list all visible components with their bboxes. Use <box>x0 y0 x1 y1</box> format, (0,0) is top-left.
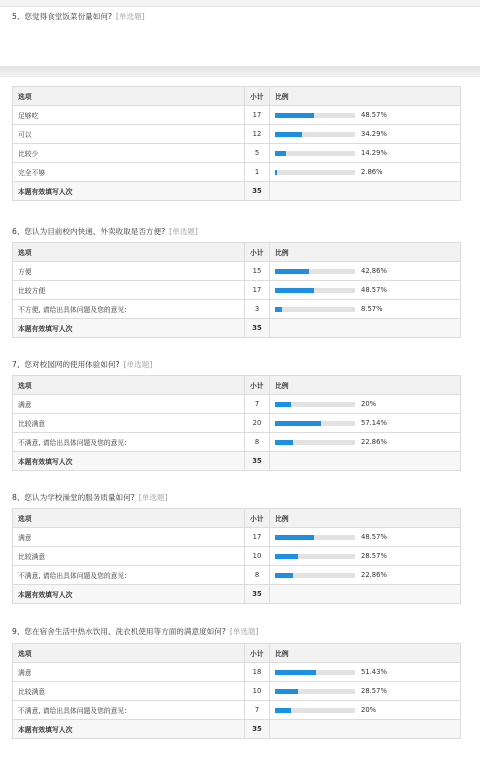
table-row <box>13 528 461 547</box>
option-count: 7 <box>245 395 270 414</box>
progress-bar-fill <box>275 573 293 578</box>
section-separator <box>0 66 480 76</box>
percentage-label: 28.57% <box>361 552 387 560</box>
option-ratio <box>270 262 461 281</box>
question-type-tag: [单选题] <box>229 627 259 636</box>
progress-bar-fill <box>275 288 314 293</box>
table-total-row <box>13 585 461 604</box>
total-empty <box>270 585 461 604</box>
option-label: 满意 <box>13 395 245 414</box>
col-ratio: 比例 <box>270 87 461 106</box>
results-table-q9 <box>12 643 461 739</box>
percentage-label: 20% <box>361 706 377 714</box>
question-text: 7、您对校园网的使用体验如何? <box>12 360 120 369</box>
table-header <box>13 243 461 262</box>
table-total-row <box>13 319 461 338</box>
table-row <box>13 701 461 720</box>
percentage-label: 14.29% <box>361 149 387 157</box>
progress-bar-track <box>275 689 355 694</box>
question-title <box>12 226 198 237</box>
option-count: 3 <box>245 300 270 319</box>
option-ratio <box>270 663 461 682</box>
table-header <box>13 644 461 663</box>
option-label: 足够吃 <box>13 106 245 125</box>
percentage-label: 48.57% <box>361 533 387 541</box>
results-table-q6 <box>12 242 461 338</box>
percentage-label: 42.86% <box>361 267 387 275</box>
table-row <box>13 682 461 701</box>
progress-bar-fill <box>275 670 316 675</box>
col-option: 选项 <box>13 644 245 663</box>
option-label: 不满意, 请给出具体问题及您的意见: <box>13 566 245 585</box>
percentage-label: 2.86% <box>361 168 383 176</box>
results-table-q8 <box>12 508 461 604</box>
option-label: 比较方便 <box>13 281 245 300</box>
option-ratio <box>270 395 461 414</box>
option-count: 15 <box>245 262 270 281</box>
table-row <box>13 395 461 414</box>
total-label: 本题有效填写人次 <box>13 720 245 739</box>
option-count: 17 <box>245 281 270 300</box>
option-label: 不满意, 请给出具体问题及您的意见: <box>13 433 245 452</box>
progress-bar-track <box>275 421 355 426</box>
option-count: 10 <box>245 547 270 566</box>
progress-bar-track <box>275 307 355 312</box>
total-label: 本题有效填写人次 <box>13 319 245 338</box>
divider <box>0 76 480 77</box>
question-title <box>12 11 145 22</box>
option-ratio <box>270 300 461 319</box>
progress-bar-track <box>275 670 355 675</box>
option-count: 8 <box>245 433 270 452</box>
option-label: 完全不够 <box>13 163 245 182</box>
percentage-label: 22.86% <box>361 571 387 579</box>
option-count: 20 <box>245 414 270 433</box>
percentage-label: 28.57% <box>361 687 387 695</box>
option-label: 比较满意 <box>13 414 245 433</box>
option-ratio <box>270 528 461 547</box>
table-row <box>13 566 461 585</box>
progress-bar-track <box>275 440 355 445</box>
percentage-label: 8.57% <box>361 305 383 313</box>
option-count: 17 <box>245 528 270 547</box>
table-row <box>13 125 461 144</box>
total-count: 35 <box>245 720 270 739</box>
progress-bar-track <box>275 535 355 540</box>
table-row <box>13 281 461 300</box>
total-empty <box>270 720 461 739</box>
col-option: 选项 <box>13 509 245 528</box>
question-type-tag: [单选题] <box>169 227 198 236</box>
table-row <box>13 547 461 566</box>
question-title <box>12 626 259 637</box>
option-count: 7 <box>245 701 270 720</box>
option-ratio <box>270 433 461 452</box>
option-label: 不方便, 请给出具体问题及您的意见: <box>13 300 245 319</box>
total-empty <box>270 182 461 201</box>
progress-bar-track <box>275 132 355 137</box>
progress-bar-track <box>275 113 355 118</box>
table-header <box>13 376 461 395</box>
option-count: 18 <box>245 663 270 682</box>
question-title <box>12 492 168 503</box>
table-row <box>13 106 461 125</box>
question-text: 8、您认为学校澡堂的服务质量如何? <box>12 493 135 502</box>
progress-bar-track <box>275 554 355 559</box>
progress-bar-fill <box>275 535 314 540</box>
percentage-label: 20% <box>361 400 377 408</box>
percentage-label: 48.57% <box>361 286 387 294</box>
progress-bar-track <box>275 269 355 274</box>
results-table-q5 <box>12 86 461 201</box>
col-ratio: 比例 <box>270 509 461 528</box>
progress-bar-track <box>275 170 355 175</box>
table-row <box>13 262 461 281</box>
col-count: 小计 <box>245 87 270 106</box>
table-row <box>13 663 461 682</box>
option-ratio <box>270 701 461 720</box>
percentage-label: 34.29% <box>361 130 387 138</box>
option-ratio <box>270 414 461 433</box>
progress-bar-fill <box>275 113 314 118</box>
option-label: 不满意, 请给出具体问题及您的意见: <box>13 701 245 720</box>
total-label: 本题有效填写人次 <box>13 452 245 471</box>
progress-bar-fill <box>275 307 282 312</box>
table-total-row <box>13 182 461 201</box>
col-count: 小计 <box>245 644 270 663</box>
total-count: 35 <box>245 182 270 201</box>
progress-bar-fill <box>275 689 298 694</box>
progress-bar-fill <box>275 440 293 445</box>
total-empty <box>270 319 461 338</box>
question-text: 5、您觉得食堂饭菜份量如何? <box>12 12 112 21</box>
progress-bar-fill <box>275 132 302 137</box>
option-count: 5 <box>245 144 270 163</box>
col-count: 小计 <box>245 509 270 528</box>
col-ratio: 比例 <box>270 644 461 663</box>
table-row <box>13 433 461 452</box>
option-label: 方便 <box>13 262 245 281</box>
col-option: 选项 <box>13 376 245 395</box>
table-row <box>13 300 461 319</box>
table-row <box>13 414 461 433</box>
option-ratio <box>270 281 461 300</box>
option-ratio <box>270 163 461 182</box>
col-count: 小计 <box>245 376 270 395</box>
percentage-label: 48.57% <box>361 111 387 119</box>
percentage-label: 57.14% <box>361 419 387 427</box>
table-row <box>13 163 461 182</box>
table-header <box>13 87 461 106</box>
progress-bar-track <box>275 288 355 293</box>
option-label: 比较少 <box>13 144 245 163</box>
progress-bar-fill <box>275 402 291 407</box>
col-option: 选项 <box>13 243 245 262</box>
question-text: 6、您认为目前校内快递、外卖收取是否方便? <box>12 227 166 236</box>
progress-bar-track <box>275 151 355 156</box>
col-ratio: 比例 <box>270 376 461 395</box>
option-count: 12 <box>245 125 270 144</box>
option-count: 1 <box>245 163 270 182</box>
option-label: 满意 <box>13 528 245 547</box>
question-text: 9、您在宿舍生活中热水饮用、洗衣机使用等方面的满意度如何? <box>12 627 226 636</box>
progress-bar-track <box>275 402 355 407</box>
progress-bar-fill <box>275 269 309 274</box>
option-ratio <box>270 547 461 566</box>
question-type-tag: [单选题] <box>116 12 145 21</box>
option-count: 8 <box>245 566 270 585</box>
option-ratio <box>270 125 461 144</box>
percentage-label: 22.86% <box>361 438 387 446</box>
option-count: 10 <box>245 682 270 701</box>
progress-bar-fill <box>275 151 286 156</box>
progress-bar-fill <box>275 170 277 175</box>
table-total-row <box>13 720 461 739</box>
progress-bar-track <box>275 573 355 578</box>
progress-bar-fill <box>275 554 298 559</box>
option-label: 比较满意 <box>13 682 245 701</box>
option-ratio <box>270 106 461 125</box>
progress-bar-fill <box>275 421 321 426</box>
option-count: 17 <box>245 106 270 125</box>
progress-bar-fill <box>275 708 291 713</box>
percentage-label: 51.43% <box>361 668 387 676</box>
option-label: 可以 <box>13 125 245 144</box>
total-label: 本题有效填写人次 <box>13 585 245 604</box>
total-count: 35 <box>245 319 270 338</box>
progress-bar-track <box>275 708 355 713</box>
total-empty <box>270 452 461 471</box>
option-label: 比较满意 <box>13 547 245 566</box>
question-title <box>12 359 152 370</box>
option-ratio <box>270 682 461 701</box>
col-ratio: 比例 <box>270 243 461 262</box>
col-count: 小计 <box>245 243 270 262</box>
table-total-row <box>13 452 461 471</box>
table-header <box>13 509 461 528</box>
option-ratio <box>270 566 461 585</box>
question-type-tag: [单选题] <box>138 493 168 502</box>
table-row <box>13 144 461 163</box>
col-option: 选项 <box>13 87 245 106</box>
option-ratio <box>270 144 461 163</box>
question-type-tag: [单选题] <box>123 360 153 369</box>
option-label: 满意 <box>13 663 245 682</box>
total-count: 35 <box>245 452 270 471</box>
results-table-q7 <box>12 375 461 471</box>
total-label: 本题有效填写人次 <box>13 182 245 201</box>
top-border <box>0 0 480 7</box>
total-count: 35 <box>245 585 270 604</box>
